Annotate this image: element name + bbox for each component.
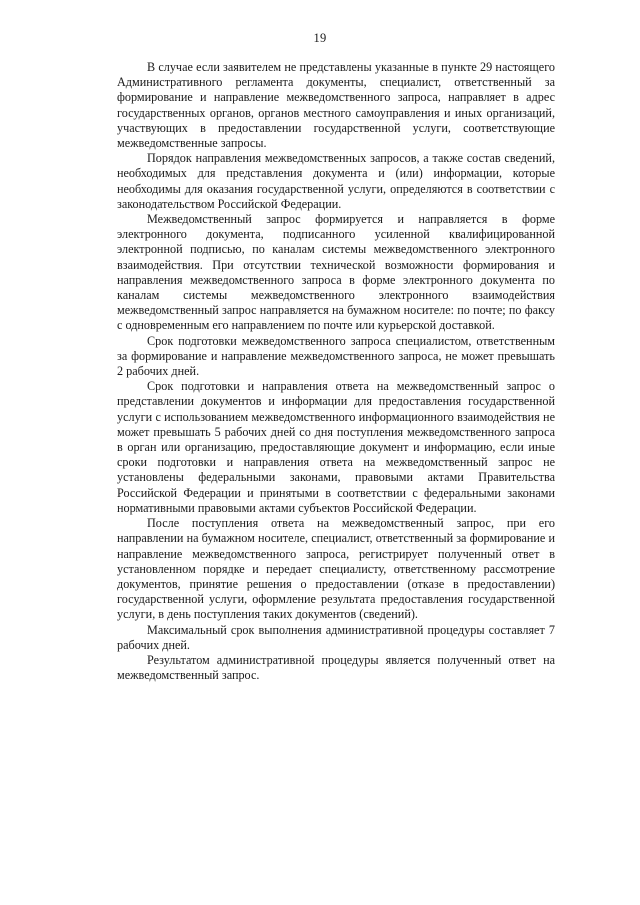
paragraph: Результатом административной процедуры является полученный ответ на межведомственный запрос. [117,652,555,683]
paragraph: Порядок направления межведомственных запросов, а также состав сведений, необходимых для представления документа и (или) информации, которые необходимы для оказания государственной услуги, определяются в соответствии с законодательством Российской Федерации. [117,151,555,211]
body-text [117,60,555,683]
paragraph: Межведомственный запрос формируется и направляется в форме электронного документа, подписанного усиленной квалифицированной электронной подписью, по каналам системы межведомственного электронного взаимодействия. При отсутствии технической возможности формирования и направления межведомственного запроса в форме электронного документа по каналам системы межведомственного электронного взаимодействия межведомственный запрос направляется на бумажном носителе: по почте; по факсу с одновременным его направлением по почте или курьерской доставкой. [117,212,555,333]
paragraph: Срок подготовки и направления ответа на межведомственный запрос о представлении документов и информации для предоставления государственной услуги с использованием межведомственного информационного взаимодействия не может превышать 5 рабочих дней со дня поступления межведомственного запроса в орган или организацию, предоставляющие документ и информацию, если иные сроки подготовки и направления ответа на межведомственный запрос не установлены федеральными законами, правовыми актами Правительства Российской Федерации и принятыми в соответствии с федеральными законами нормативными правовыми актами субъектов Российской Федерации. [117,379,555,515]
paragraph: После поступления ответа на межведомственный запрос, при его направлении на бумажном носителе, специалист, ответственный за формирование и направление межведомственного запроса, регистрирует полученный ответ в установленном порядке и передает специалисту, ответственному рассмотрение документов, принятие решения о предоставлении (отказе в предоставлении) государственной услуги, оформление результата предоставления государственной услуги, в день поступления таких документов (сведений). [117,516,555,622]
paragraph: В случае если заявителем не представлены указанные в пункте 29 настоящего Административного регламента документы, специалист, ответственный за формирование и направление межведомственного запроса, направляет в адрес государственных органов, органов местного самоуправления и иных организаций, участвующих в предоставлении государственной услуги, соответствующие межведомственные запросы. [117,60,555,151]
page-number: 19 [313,31,327,45]
paragraph: Максимальный срок выполнения административной процедуры составляет 7 рабочих дней. [117,622,555,652]
paragraph: Срок подготовки межведомственного запроса специалистом, ответственным за формирование и направление межведомственного запроса, не может превышать 2 рабочих дней. [117,333,555,379]
